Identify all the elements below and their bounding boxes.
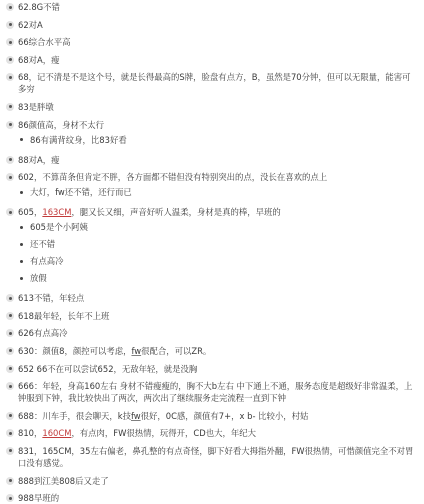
list-item [6, 36, 416, 48]
sub-list-item-text: 还不错 [30, 239, 56, 250]
list-item-suffix: 很配合，可以ZR。 [141, 345, 212, 356]
height-highlight: 163CM [42, 207, 72, 218]
list-item [6, 19, 416, 31]
underlined-term: fw [131, 345, 142, 356]
list-item-text: 68，记不清是不是这个号，就是长得最高的S牌，脸盘有点方，B，虽然是70分钟，但可以无限量，能害可多穷 [18, 72, 411, 95]
list-item-text: 83是胖墩 [18, 101, 54, 112]
list-item-text: 888到江美808后又走了 [18, 475, 109, 486]
sub-list-item [6, 255, 416, 267]
list-item [6, 206, 416, 218]
sub-list-item [6, 272, 416, 284]
bullet-icon [6, 121, 14, 129]
list-item [6, 445, 416, 469]
bullet-icon [6, 294, 14, 302]
list-item [6, 71, 416, 95]
list-item [6, 310, 416, 322]
list-item [6, 475, 416, 487]
sub-bullet-icon [20, 191, 23, 194]
sub-bullet-icon [20, 226, 23, 229]
sub-list-item-text: 大灯，fw还不错，还行而已 [30, 187, 132, 198]
list-item-text: 831，165CM，35左右偏老，鼻孔整的有点奇怪，脚下好看大拇指外翻，FW很热情，可惜颜值完全不对胃口没有感觉。 [18, 445, 414, 468]
list-item [6, 410, 416, 422]
list-item-prefix: 630：颜值8，颜控可以考虑， [18, 345, 132, 356]
list-item [6, 492, 416, 504]
list-item-suffix: 很好，0C感，颜值有7+，x b- 比较小，村姑 [140, 410, 309, 421]
list-item [6, 327, 416, 339]
list-item [6, 292, 416, 304]
bullet-icon [6, 365, 14, 373]
sub-bullet-icon [20, 243, 23, 246]
list-item-text: 988早班的 [18, 493, 60, 504]
bullet-icon [6, 429, 14, 437]
sub-list-item [6, 186, 416, 198]
list-item-text: 88对A，瘦 [18, 154, 60, 165]
sub-bullet-icon [20, 138, 23, 141]
list-item-prefix: 688：川车手，很会聊天，k技 [18, 410, 131, 421]
bullet-icon [6, 347, 14, 355]
list-item-prefix: 605， [18, 207, 43, 218]
list-item-text: 652 66不在可以尝试652，无敌年轻，就是没胸 [18, 363, 198, 374]
sub-bullet-icon [20, 260, 23, 263]
list-item-text: 68对A，瘦 [18, 54, 60, 65]
bullet-icon [6, 73, 14, 81]
list-item-text: 613不错，年轻点 [18, 293, 85, 304]
bullet-icon [6, 173, 14, 181]
list-item-suffix: ，有点肉，FW很热情，玩得开，CD也大，年纪大 [71, 428, 256, 439]
bullet-icon [6, 103, 14, 111]
list-item-text: 618最年轻，长年不上班 [18, 310, 110, 321]
sub-list-item-text: 605是个小阿姨 [30, 222, 88, 233]
list-item [6, 1, 416, 13]
list-item-suffix: ，腿又长又细，声音好听人温柔，身材是真的棒，早班的 [71, 207, 281, 218]
list-item-text: 62对A [18, 19, 43, 30]
bullet-icon [6, 494, 14, 502]
list-item [6, 119, 416, 131]
list-item-text: 602，不算苗条但肯定不胖，各方面都不错但没有特别突出的点，没长在喜欢的点上 [18, 172, 328, 183]
list-item [6, 101, 416, 113]
bullet-icon [6, 312, 14, 320]
list-item [6, 171, 416, 183]
sub-bullet-icon [20, 277, 23, 280]
list-item [6, 154, 416, 166]
bullet-icon [6, 412, 14, 420]
bullet-icon [6, 3, 14, 11]
list-item-text: 666：年轻，身高160左右 身材不错瘦瘦的，胸不大b左右 中下通上不通，服务态度是超级好非常温柔，上钟服到下钟，我比较快出了两次，两次出了继续服务走完流程一直到下钟 [18, 381, 413, 404]
sub-list-item [6, 221, 416, 233]
list-item-text: 626有点高冷 [18, 328, 68, 339]
bullet-icon [6, 56, 14, 64]
bullet-icon [6, 329, 14, 337]
list-item-prefix: 810， [18, 428, 43, 439]
height-highlight: 160CM [42, 428, 72, 439]
bullet-icon [6, 382, 14, 390]
list-item [6, 345, 416, 357]
sub-list-item-text: 放假 [30, 273, 47, 284]
underlined-term: fw [130, 410, 141, 421]
list-item [6, 363, 416, 375]
list-item [6, 54, 416, 66]
bullet-icon [6, 208, 14, 216]
list-item [6, 380, 416, 404]
list-item [6, 427, 416, 439]
bullet-icon [6, 447, 14, 455]
list-item-text: 86颜值高，身材不太行 [18, 119, 105, 130]
sub-list-item-text: 有点高冷 [30, 256, 64, 267]
bullet-icon [6, 21, 14, 29]
sub-list-item [6, 238, 416, 250]
sub-list-item-text: 86有满背纹身，比83好看 [30, 134, 127, 145]
sub-list-item [6, 134, 416, 146]
bullet-icon [6, 38, 14, 46]
list-item-text: 66综合水平高 [18, 37, 71, 48]
list-item-text: 62.8G不错 [18, 2, 60, 12]
bullet-icon [6, 156, 14, 164]
bullet-icon [6, 477, 14, 485]
